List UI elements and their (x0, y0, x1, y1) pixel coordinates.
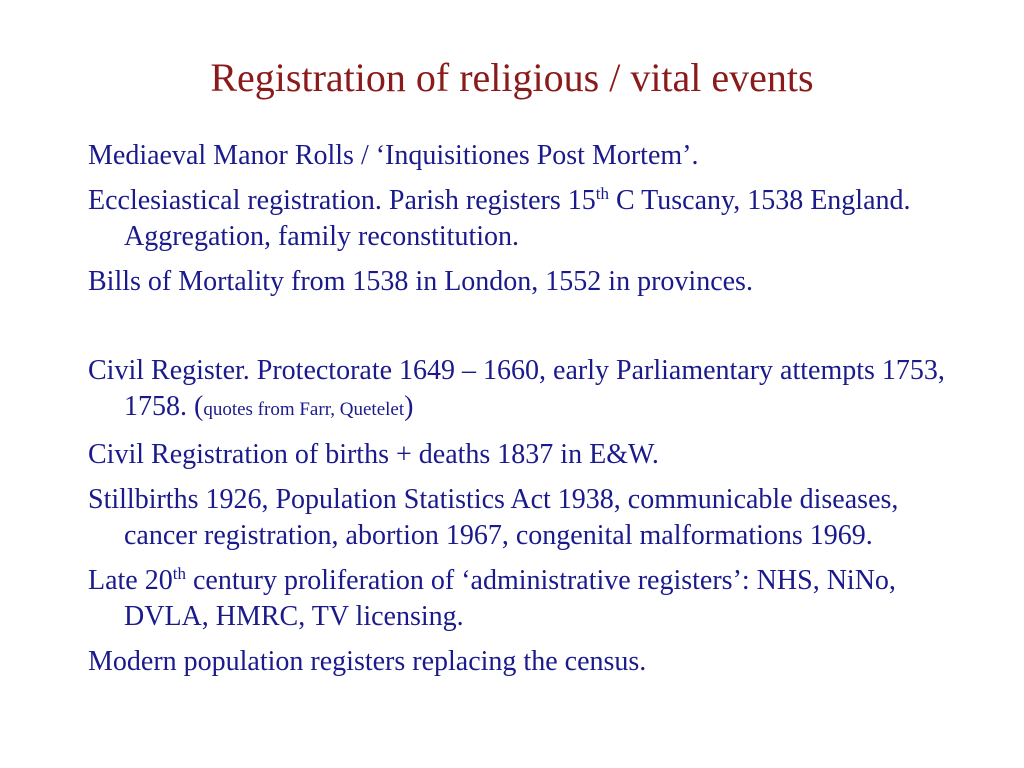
slide-body (88, 138, 958, 689)
item-text: Mediaeval Manor Rolls / ‘Inquisitiones Post Mortem’. (88, 140, 699, 171)
item-text-before: Civil Register. Protectorate 1649 – 1660, early Parliamentary attempts 1753, 1758. ( (88, 355, 945, 422)
list-item-bills-of-mortality (88, 264, 958, 300)
item-text: Civil Registration of births + deaths 1837 in E&W. (88, 439, 659, 470)
list-item-civil-registration (88, 437, 958, 473)
item-text-before: Ecclesiastical registration. Parish registers 15 (88, 185, 596, 216)
section-gap (88, 309, 958, 353)
list-item-ecclesiastical (88, 183, 958, 255)
slide-title: Registration of religious / vital events (210, 55, 814, 100)
item-superscript: th (595, 184, 609, 203)
list-item-civil-register (88, 353, 958, 428)
item-text: Bills of Mortality from 1538 in London, 1552 in provinces. (88, 266, 753, 297)
list-item-administrative-registers (88, 563, 958, 635)
list-item-manor-rolls (88, 138, 958, 174)
item-text-before: Late 20 (88, 565, 173, 596)
list-item-stillbirths (88, 482, 958, 554)
item-text: Stillbirths 1926, Population Statistics Act 1938, communicable diseases, cancer registration, abortion 1967, congenital malformations 1969. (88, 484, 899, 551)
item-text: Modern population registers replacing the census. (88, 646, 647, 677)
item-text-after: ) (404, 391, 414, 422)
item-superscript: th (172, 564, 186, 583)
item-text-after: C Tuscany, 1538 England. Aggregation, family reconstitution. (124, 185, 911, 252)
item-small-text: quotes from Farr, Quetelet (203, 399, 405, 420)
list-item-population-registers (88, 644, 958, 680)
item-text-after: century proliferation of ‘administrative registers’: NHS, NiNo, DVLA, HMRC, TV licensing. (124, 565, 896, 632)
